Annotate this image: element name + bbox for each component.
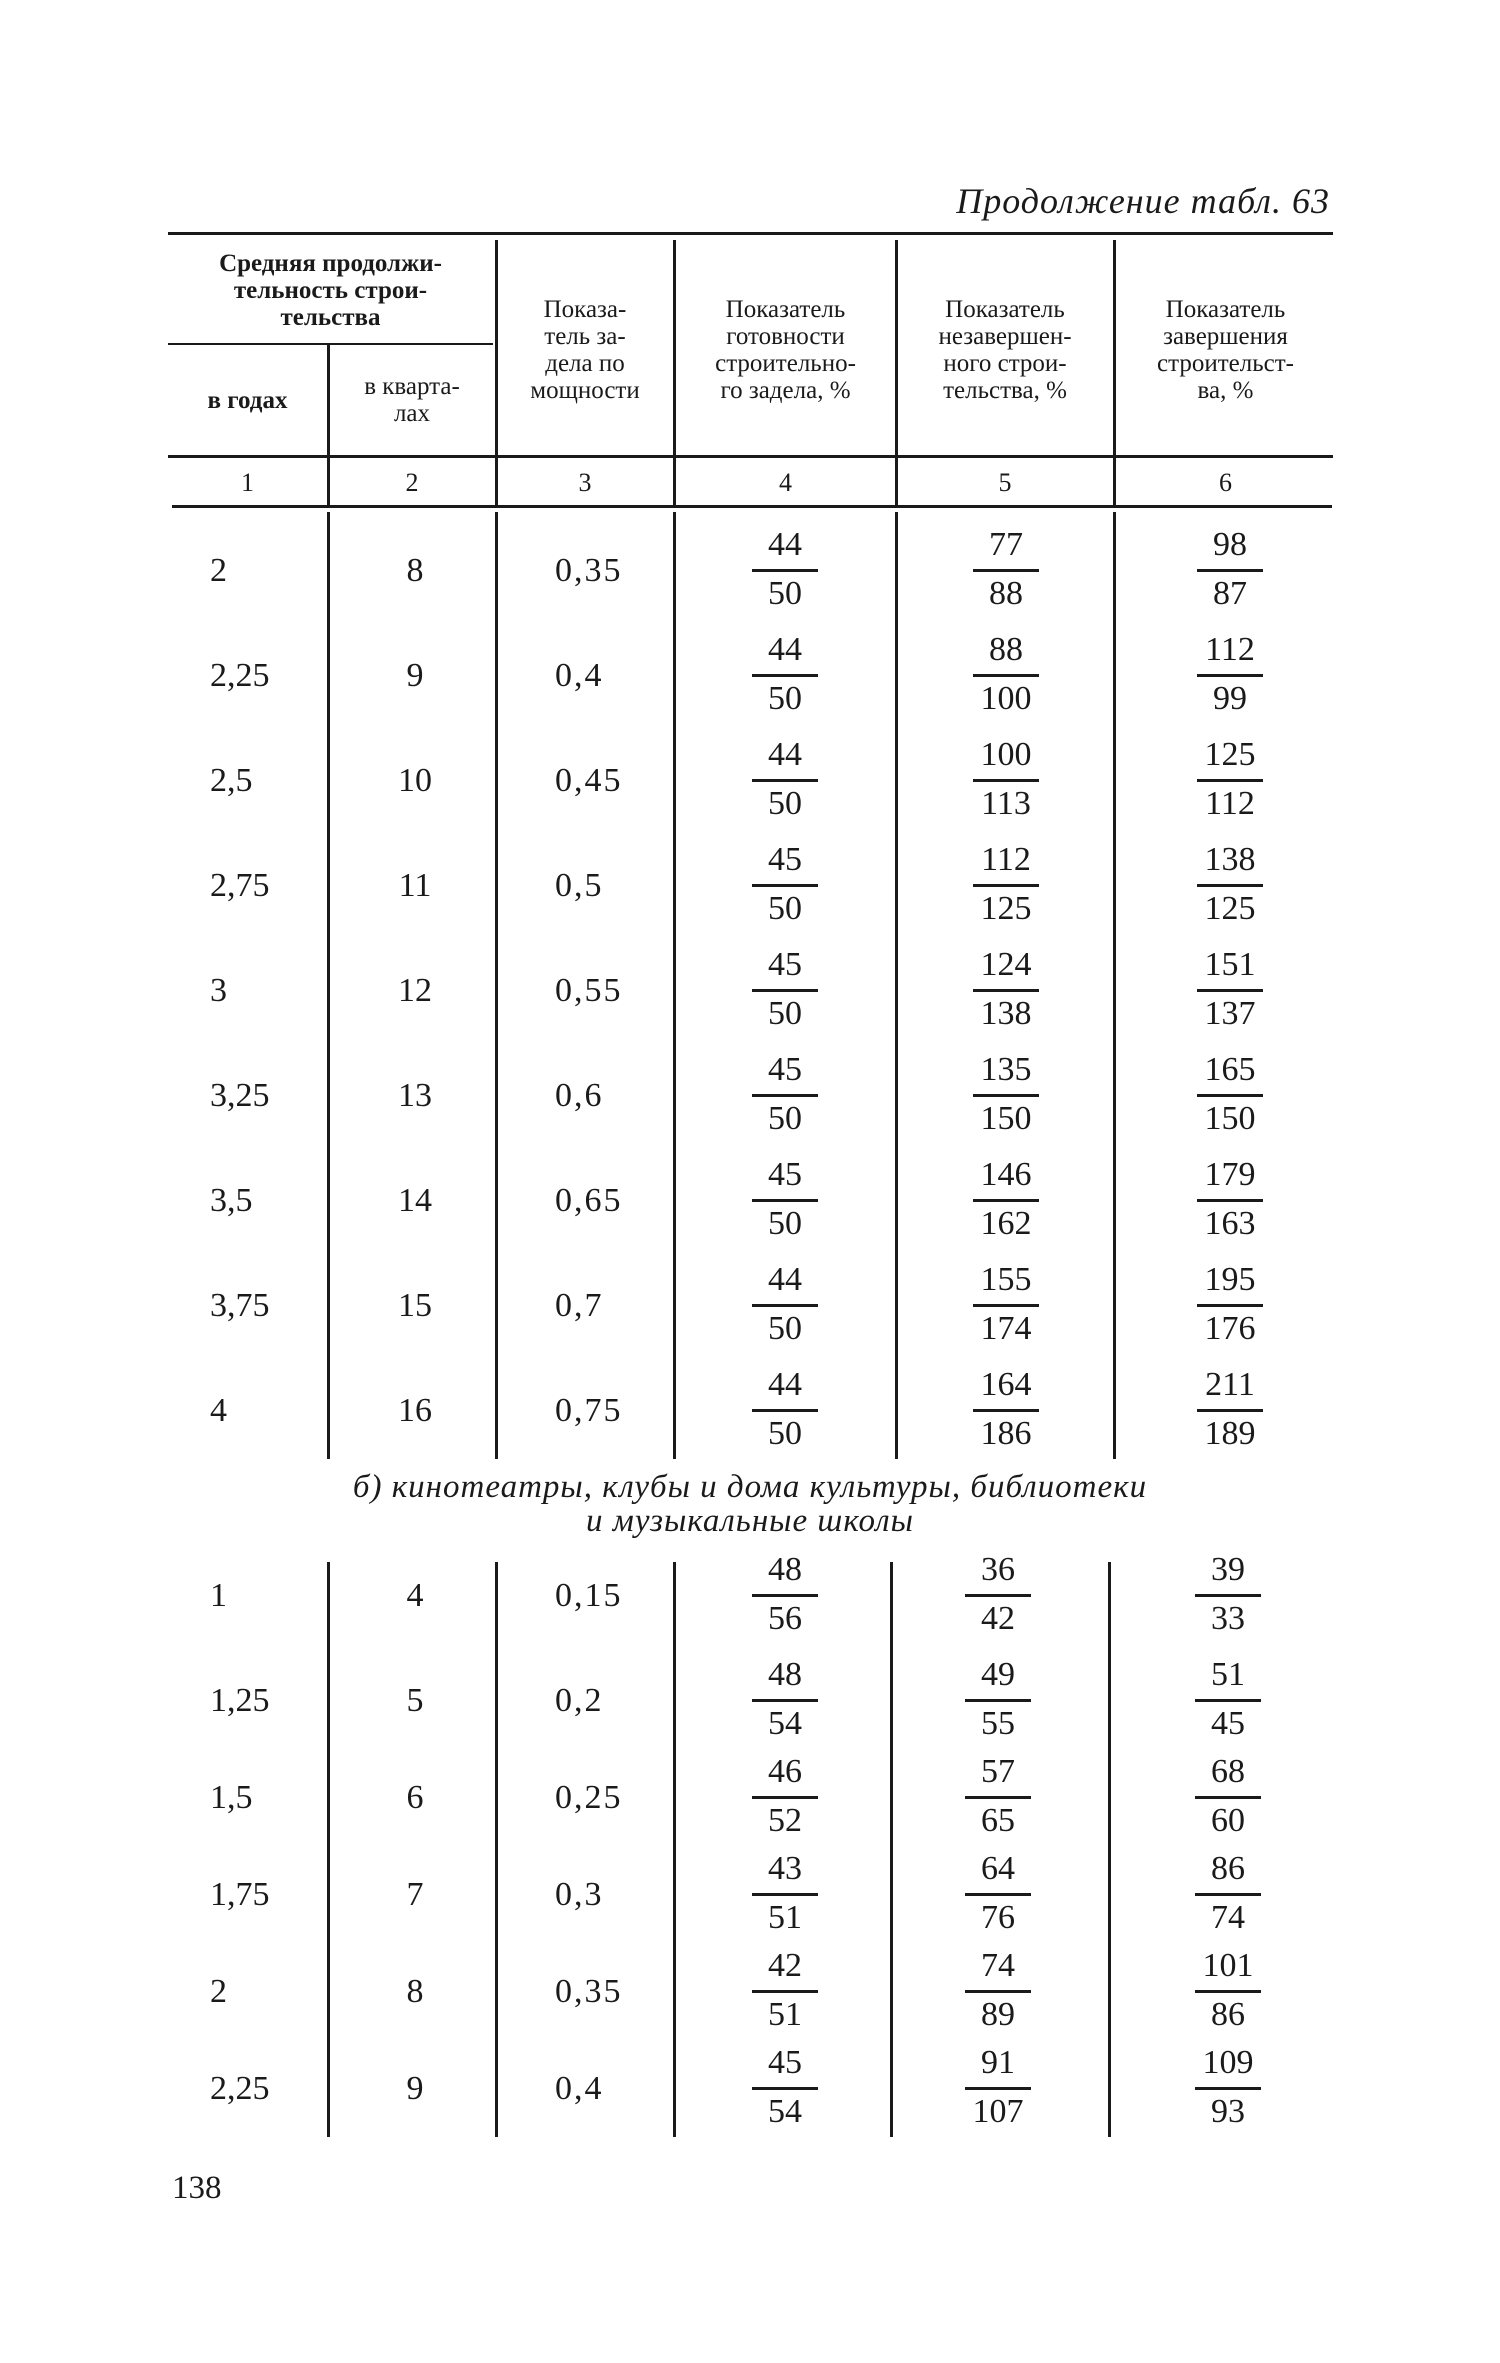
cell-readiness: 45 54 [735,2036,835,2141]
header-quarters: в кварта- лах [364,373,460,427]
cell-readiness: 46 52 [735,1745,835,1850]
table-row [0,1939,1500,2044]
cell-completion: 125 112 [1180,728,1280,833]
cell-unfinished: 100 113 [956,728,1056,833]
table-row [0,1543,1500,1648]
cell-readiness: 43 51 [735,1842,835,1947]
column-number-6: 6 [1219,468,1232,497]
table-row [0,1842,1500,1947]
cell-backlog-capacity: 0,4 [555,656,604,694]
table-row [0,1148,1500,1253]
cell-years: 2,25 [210,656,270,694]
cell-readiness: 48 54 [735,1648,835,1753]
cell-readiness: 45 50 [735,1148,835,1253]
cell-unfinished: 91 107 [948,2036,1048,2141]
header-divider-2 [495,240,498,505]
column-number-2: 2 [405,468,419,497]
cell-years: 2,75 [210,866,270,904]
cell-quarters: 12 [398,971,432,1009]
table-row [0,1358,1500,1463]
cell-backlog-capacity: 0,65 [555,1181,623,1219]
cell-readiness: 44 50 [735,1358,835,1463]
cell-backlog-capacity: 0,35 [555,551,623,589]
cell-unfinished: 57 65 [948,1745,1048,1850]
table-row [0,518,1500,623]
cell-completion: 68 60 [1178,1745,1278,1850]
page-number: 138 [172,2170,222,2206]
cell-completion: 138 125 [1180,833,1280,938]
table-row [0,1043,1500,1148]
cell-backlog-capacity: 0,5 [555,866,604,904]
cell-readiness: 44 50 [735,728,835,833]
cell-unfinished: 146 162 [956,1148,1056,1253]
cell-backlog-capacity: 0,3 [555,1875,604,1913]
cell-quarters: 8 [406,1972,424,2010]
cell-quarters: 7 [406,1875,424,1913]
cell-unfinished: 164 186 [956,1358,1056,1463]
cell-quarters: 14 [398,1181,432,1219]
cell-years: 1,5 [210,1778,253,1816]
cell-quarters: 8 [406,551,424,589]
header-divider-5 [1113,240,1116,505]
cell-years: 1 [210,1576,227,1614]
cell-readiness: 45 50 [735,938,835,1043]
cell-backlog-capacity: 0,15 [555,1576,623,1614]
cell-backlog-capacity: 0,2 [555,1681,604,1719]
cell-quarters: 5 [406,1681,424,1719]
cell-years: 4 [210,1391,227,1429]
header-duration-group: Средняя продолжи- тельность строи- тельства [219,249,442,331]
section-b-title: б) кинотеатры, клубы и дома культуры, библиотеки и музыкальные школы [352,1469,1148,1539]
column-numbers-rule [172,505,1332,508]
cell-unfinished: 88 100 [956,623,1056,728]
cell-completion: 112 99 [1180,623,1280,728]
column-number-3: 3 [578,468,592,497]
cell-years: 3 [210,971,227,1009]
column-number-5: 5 [998,468,1012,497]
cell-quarters: 9 [406,2069,424,2107]
cell-backlog-capacity: 0,6 [555,1076,604,1114]
cell-readiness: 44 50 [735,518,835,623]
cell-readiness: 48 56 [735,1543,835,1648]
cell-readiness: 44 50 [735,623,835,728]
table-row [0,2036,1500,2141]
cell-completion: 179 163 [1180,1148,1280,1253]
cell-unfinished: 74 89 [948,1939,1048,2044]
cell-backlog-capacity: 0,35 [555,1972,623,2010]
table-top-rule [168,232,1333,235]
cell-quarters: 16 [398,1391,432,1429]
header-divider-1 [327,345,330,505]
cell-years: 2 [210,1972,227,2010]
header-bottom-rule [168,455,1333,458]
cell-unfinished: 112 125 [956,833,1056,938]
cell-backlog-capacity: 0,75 [555,1391,623,1429]
cell-quarters: 9 [406,656,424,694]
cell-readiness: 45 50 [735,833,835,938]
cell-readiness: 45 50 [735,1043,835,1148]
header-col4: Показатель готовности строительно- го задела, % [715,296,856,404]
header-years: в годах [207,386,288,414]
cell-unfinished: 77 88 [956,518,1056,623]
cell-completion: 109 93 [1178,2036,1278,2141]
cell-backlog-capacity: 0,4 [555,2069,604,2107]
cell-backlog-capacity: 0,55 [555,971,623,1009]
cell-unfinished: 64 76 [948,1842,1048,1947]
table-row [0,623,1500,728]
cell-unfinished: 155 174 [956,1253,1056,1358]
column-number-1: 1 [241,468,254,497]
cell-quarters: 11 [398,866,432,904]
cell-quarters: 15 [398,1286,432,1324]
table-row [0,1253,1500,1358]
cell-readiness: 42 51 [735,1939,835,2044]
cell-completion: 51 45 [1178,1648,1278,1753]
cell-unfinished: 124 138 [956,938,1056,1043]
table-row [0,728,1500,833]
cell-completion: 86 74 [1178,1842,1278,1947]
table-row [0,1745,1500,1850]
header-col3: Показа- тель за- дела по мощности [530,296,640,404]
cell-completion: 211 189 [1180,1358,1280,1463]
cell-completion: 39 33 [1178,1543,1278,1648]
header-divider-3 [673,240,676,505]
cell-unfinished: 49 55 [948,1648,1048,1753]
cell-quarters: 6 [406,1778,424,1816]
cell-completion: 98 87 [1180,518,1280,623]
cell-years: 3,75 [210,1286,270,1324]
cell-backlog-capacity: 0,45 [555,761,623,799]
cell-quarters: 4 [406,1576,424,1614]
cell-backlog-capacity: 0,7 [555,1286,604,1324]
cell-years: 2 [210,551,227,589]
group-header-rule [168,343,493,345]
cell-readiness: 44 50 [735,1253,835,1358]
cell-unfinished: 36 42 [948,1543,1048,1648]
table-row [0,1648,1500,1753]
header-col5: Показатель незавершен- ного строи- тельства, % [938,296,1072,404]
cell-quarters: 13 [398,1076,432,1114]
cell-years: 3,25 [210,1076,270,1114]
cell-years: 1,25 [210,1681,270,1719]
cell-completion: 151 137 [1180,938,1280,1043]
cell-backlog-capacity: 0,25 [555,1778,623,1816]
cell-years: 3,5 [210,1181,253,1219]
cell-quarters: 10 [398,761,432,799]
cell-completion: 101 86 [1178,1939,1278,2044]
column-number-4: 4 [779,468,792,497]
cell-years: 2,5 [210,761,253,799]
header-col6: Показатель завершения строительст- ва, % [1157,296,1294,404]
table-row [0,938,1500,1043]
cell-years: 1,75 [210,1875,270,1913]
cell-unfinished: 135 150 [956,1043,1056,1148]
table-caption: Продолжение табл. 63 [956,181,1330,221]
cell-completion: 195 176 [1180,1253,1280,1358]
cell-years: 2,25 [210,2069,270,2107]
header-divider-4 [895,240,898,505]
table-row [0,833,1500,938]
cell-completion: 165 150 [1180,1043,1280,1148]
